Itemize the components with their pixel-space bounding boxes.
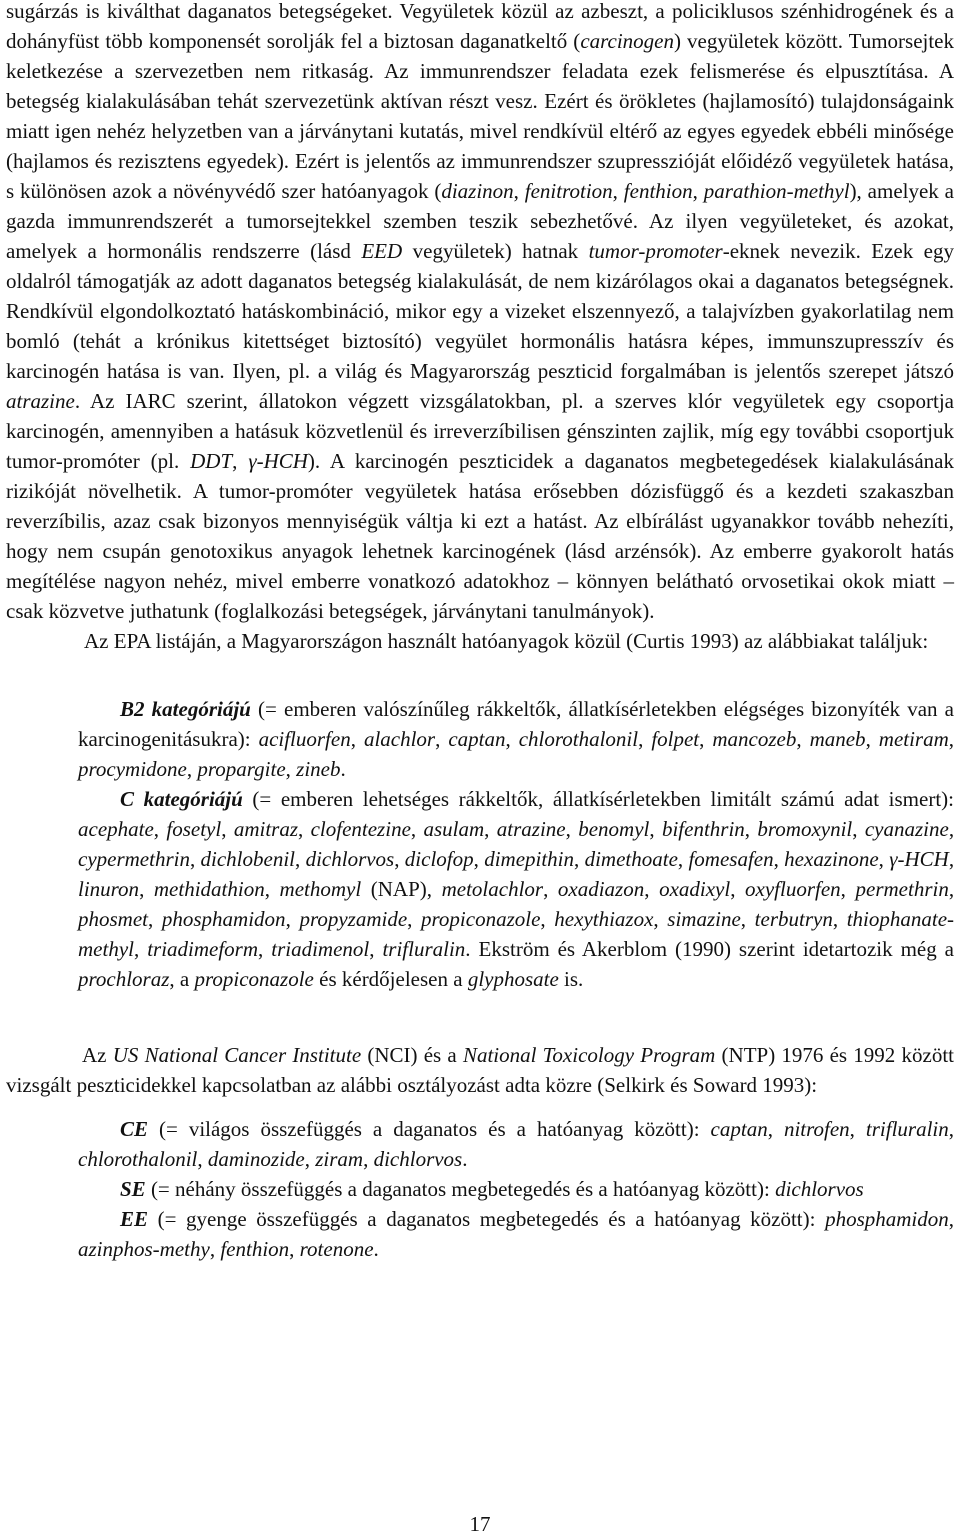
italic-term: tumor-promoter: [588, 239, 723, 263]
italic-term: captan: [448, 727, 506, 751]
italic-term: phosphamidon: [161, 907, 286, 931]
text-run: ,: [304, 1147, 316, 1171]
text-run: ,: [394, 847, 405, 871]
italic-term: fosetyl: [166, 817, 222, 841]
italic-term: methomyl: [279, 877, 362, 901]
text-run: ,: [350, 727, 364, 751]
italic-term: bromoxynil: [757, 817, 853, 841]
text-run: ,: [653, 907, 668, 931]
text-run: ,: [209, 1237, 221, 1261]
text-run: ,: [264, 877, 280, 901]
text-run: ,: [139, 877, 154, 901]
text-run: , a: [169, 967, 195, 991]
text-run: (= emberen valószínűleg rákkeltők, állatkísérletekben elégséges bizonyíték van a karcinogenitásukra):: [78, 697, 955, 751]
italic-term: benomyl: [578, 817, 650, 841]
italic-term: fenthion: [623, 179, 693, 203]
text-run: ,: [612, 179, 624, 203]
italic-term: atrazine: [496, 817, 566, 841]
text-run: (= emberen lehetséges rákkeltők, állatkísérletekben limitált számú adat ismert):: [242, 787, 954, 811]
text-run: ,: [543, 877, 558, 901]
paragraph-epa: [6, 626, 954, 656]
text-run: ,: [298, 817, 311, 841]
italic-term: fenthion: [220, 1237, 290, 1261]
paragraph-nci: [6, 1040, 954, 1100]
italic-term: propyzamide: [299, 907, 408, 931]
text-run: ), amelyek a gazda immunrendszerét a tumorsejtekkel szemben teszik sebezhetővé. Az ilyen vegyületeket, és azokat, amelyek a hormonális rendszerre (lásd: [6, 179, 955, 263]
text-run: ,: [484, 817, 497, 841]
text-run: ,: [540, 907, 555, 931]
italic-term: γ-HCH: [889, 847, 949, 871]
text-run: ,: [852, 817, 865, 841]
text-run: ,: [796, 727, 810, 751]
italic-term: propiconazole: [194, 967, 314, 991]
italic-term: trifluralin: [865, 1117, 949, 1141]
text-run: ,: [767, 1117, 784, 1141]
italic-term: dichlorvos: [775, 1177, 864, 1201]
italic-term: carcinogen: [580, 29, 675, 53]
bold-italic-term: C kategóriájú: [120, 787, 243, 811]
text-run: ,: [730, 877, 746, 901]
text-run: ,: [677, 847, 689, 871]
italic-term: daminozide: [207, 1147, 305, 1171]
italic-term: terbutryn: [754, 907, 833, 931]
text-run: ,: [832, 907, 847, 931]
italic-term: procymidone: [78, 757, 187, 781]
text-run: ,: [948, 847, 955, 871]
italic-term: acephate: [78, 817, 154, 841]
category-ee: [78, 1204, 954, 1264]
text-run: ,: [133, 937, 148, 961]
category-b2: [78, 694, 954, 784]
paragraph-intro: [6, 0, 954, 626]
text-run: Az EPA listáján, a Magyarországon használt hatóanyagok közül (Curtis 1993) az alábbiakat találjuk:: [84, 629, 929, 653]
italic-term: zineb: [296, 757, 341, 781]
text-run: . Az IARC szerint, állatokon végzett vizsgálatokban, pl. a szerves klór vegyületek egy csoportja karcinogén, amennyiben a hatásuk közvetlenül és irreverzíbilisen génszinten zajlik, míg egy további csoportjuk tumor-promóter (pl.: [6, 389, 954, 473]
category-se: [78, 1174, 954, 1204]
italic-term: fomesafen: [688, 847, 774, 871]
text-run: ,: [865, 727, 879, 751]
italic-term: linuron: [78, 877, 140, 901]
italic-term: diclofop: [404, 847, 474, 871]
text-run: ,: [948, 1207, 954, 1231]
text-run: -eknek nevezik. Ezek egy oldalról támogatják az adott daganatos betegség kialakulását, de nem kizárólagos okai a daganatos betegségnek. Rendkívül elgondolkoztató hatáskombináció, mikor egy a vizeket elszennyező, a talajvízben gyakorlatilag nem bomló (tehát a krónikus kitettséget biztosító) vegyület hormonális hatásra képes, immunszupresszív és karcinogén hatása is van. Ilyen, pl. a világ és Magyarország peszticid forgalmában is jelentős szerepet játszó: [6, 239, 954, 383]
text-run: ,: [186, 757, 198, 781]
text-run: (= világos összefüggés a daganatos és a hatóanyag között):: [148, 1117, 711, 1141]
text-run: .: [340, 757, 346, 781]
italic-term: alachlor: [363, 727, 436, 751]
text-run: sugárzás is kiválthat daganatos betegségeket. Vegyületek közül az azbeszt, a policiklusos szénhidrogének és a dohányfüst több komponensét sorolják fel a biztosan daganatkeltő (: [6, 0, 954, 53]
text-run: ,: [285, 757, 297, 781]
italic-term: metolachlor: [441, 877, 544, 901]
text-run: ,: [285, 907, 300, 931]
italic-term: oxyfluorfen: [745, 877, 841, 901]
italic-term: rotenone: [299, 1237, 374, 1261]
text-run: is.: [558, 967, 584, 991]
italic-term: clofentezine: [310, 817, 411, 841]
italic-term: thiophanate-methyl: [78, 907, 955, 961]
italic-term: amitraz: [233, 817, 298, 841]
bold-italic-term: EE: [120, 1207, 149, 1231]
italic-term: propiconazole: [421, 907, 541, 931]
text-run: ,: [410, 817, 424, 841]
text-run: .: [373, 1237, 379, 1261]
text-run: ,: [644, 877, 660, 901]
text-run: és kérdőjelesen a: [313, 967, 468, 991]
text-run: . Ekström és Akerblom (1990) szerint idetartozik még a: [465, 937, 955, 961]
italic-term: triadimenol: [271, 937, 370, 961]
italic-term: oxadiazon: [557, 877, 645, 901]
text-run: (= gyenge összefüggés a daganatos megbetegedés és a hatóanyag között):: [148, 1207, 826, 1231]
italic-term: oxadixyl: [659, 877, 731, 901]
text-run: ,: [232, 449, 249, 473]
italic-term: dichlorvos: [305, 847, 395, 871]
italic-term: phosmet: [78, 907, 148, 931]
text-run: ,: [773, 847, 785, 871]
bold-italic-term: SE: [120, 1177, 146, 1201]
text-run: ,: [948, 817, 955, 841]
italic-term: methidathion: [153, 877, 265, 901]
text-run: ). A karcinogén peszticidek a daganatos megbetegedések kialakulásának rizikóját növelhetik. A tumor-promóter vegyületek hatása erősebben dózisfüggő és a kezdeti szakaszban reverzíbilis, azaz csak bizonyos mennyiségük váltja ki ezt a hatást. Az elbírálást ugyanakkor tovább nehezíti, hogy nem csupán genotoxikus anyagok lehetnek karcinogének (lásd arzénsók). Az emberre gyakorolt hatás megítélése nagyon nehéz, mivel emberre vonatkozó adatokhoz – könnyen belátható orvosetikai okok miatt – csak közvetve juthatunk (foglalkozási betegségek, járványtani tanulmányok).: [6, 449, 954, 623]
text-run: ,: [948, 1117, 954, 1141]
text-run: (NTP) 1976 és 1992 között vizsgált peszticidekkel kapcsolatban az alábbi osztályozást adta közre (Selkirk és Soward 1993):: [6, 1043, 955, 1097]
text-run: ,: [740, 907, 755, 931]
text-run: ,: [148, 907, 162, 931]
bold-italic-term: B2 kategóriájú: [120, 697, 251, 721]
text-run: ,: [295, 847, 306, 871]
text-run: ,: [574, 847, 585, 871]
text-run: .: [462, 1147, 468, 1171]
italic-term: chlorothalonil: [78, 1147, 198, 1171]
italic-term: acifluorfen: [258, 727, 351, 751]
text-run: ,: [513, 179, 525, 203]
text-run: ,: [649, 817, 662, 841]
italic-term: simazine: [667, 907, 741, 931]
italic-term: glyphosate: [467, 967, 559, 991]
text-run: ,: [849, 1117, 866, 1141]
italic-term: prochloraz: [78, 967, 170, 991]
text-run: Az: [82, 1043, 113, 1067]
italic-term: propargite: [197, 757, 286, 781]
italic-term: US National Cancer Institute: [112, 1043, 362, 1067]
italic-term: fenitrotion: [524, 179, 613, 203]
italic-term: nitrofen: [783, 1117, 850, 1141]
text-run: ,: [473, 847, 485, 871]
text-run: ,: [369, 937, 383, 961]
text-run: ) vegyületek között. Tumorsejtek keletkezése a szervezetben nem ritkaság. Az immunrendszer feladata ezek felismerése és elpusztítása. A betegség kialakulásában tehát szervezetünk aktívan részt vesz. Ezért és örökletes (hajlamosító) tulajdonságaink miatt igen nehéz helyzetben van a járványtani kutatás, mivel rendkívül eltérő az egyes egyedek ebbéli minősége (hajlamos és rezisztens egyedek). Ezért is jelentős az immunrendszer szupresszióját előidéző vegyületek hatása, s különösen azok a növényvédő szer hatóanyagok (: [6, 29, 955, 203]
text-run: ,: [565, 817, 579, 841]
italic-term: hexazinone: [784, 847, 879, 871]
category-c: [78, 784, 954, 994]
italic-term: parathion-methyl: [703, 179, 850, 203]
text-run: ,: [699, 727, 713, 751]
text-run: (NCI) és a: [361, 1043, 463, 1067]
text-run: ,: [289, 1237, 300, 1261]
text-run: (NAP),: [361, 877, 442, 901]
italic-term: trifluralin: [382, 937, 466, 961]
italic-term: dimepithin: [484, 847, 575, 871]
italic-term: National Toxicology Program: [462, 1043, 716, 1067]
text-run: ,: [692, 179, 704, 203]
italic-term: chlorothalonil: [518, 727, 639, 751]
italic-term: metiram: [878, 727, 949, 751]
text-run: ,: [948, 727, 955, 751]
italic-term: EED: [361, 239, 403, 263]
italic-term: diazinon: [441, 179, 514, 203]
text-run: ,: [638, 727, 652, 751]
text-run: ,: [197, 1147, 208, 1171]
text-run: ,: [435, 727, 449, 751]
text-run: ,: [189, 847, 201, 871]
text-run: ,: [505, 727, 519, 751]
italic-term: dichlorvos: [373, 1147, 463, 1171]
italic-term: hexythiazox: [554, 907, 654, 931]
italic-term: folpet: [651, 727, 700, 751]
italic-term: asulam: [423, 817, 485, 841]
italic-term: triadimeform: [147, 937, 259, 961]
italic-term: azinphos-methy: [78, 1237, 210, 1261]
page-number: 17: [469, 1512, 491, 1536]
text-run: ,: [153, 817, 167, 841]
italic-term: permethrin: [855, 877, 949, 901]
text-run: ,: [221, 817, 234, 841]
text-run: ,: [948, 877, 955, 901]
text-run: ,: [363, 1147, 374, 1171]
category-ce: [78, 1114, 954, 1174]
italic-term: maneb: [809, 727, 866, 751]
italic-term: cypermethrin: [78, 847, 190, 871]
text-run: ,: [744, 817, 758, 841]
italic-term: bifenthrin: [661, 817, 745, 841]
italic-term: ziram: [315, 1147, 364, 1171]
italic-term: dimethoate: [584, 847, 678, 871]
document-page: [6, 0, 954, 1264]
bold-italic-term: CE: [120, 1117, 149, 1141]
text-run: (= néhány összefüggés a daganatos megbetegedés és a hatóanyag között):: [145, 1177, 776, 1201]
category-list-nci: [6, 1114, 954, 1264]
text-run: ,: [878, 847, 890, 871]
italic-term: atrazine: [6, 389, 75, 413]
italic-term: dichlobenil: [200, 847, 296, 871]
text-run: ,: [840, 877, 856, 901]
text-run: vegyületek) hatnak: [402, 239, 589, 263]
text-run: ,: [407, 907, 422, 931]
italic-term: DDT: [190, 449, 233, 473]
italic-term: mancozeb: [712, 727, 797, 751]
italic-term: γ-HCH: [248, 449, 308, 473]
italic-term: cyanazine: [864, 817, 949, 841]
italic-term: captan: [710, 1117, 768, 1141]
category-list-epa: [6, 694, 954, 994]
italic-term: phosphamidon: [825, 1207, 949, 1231]
text-run: ,: [258, 937, 272, 961]
